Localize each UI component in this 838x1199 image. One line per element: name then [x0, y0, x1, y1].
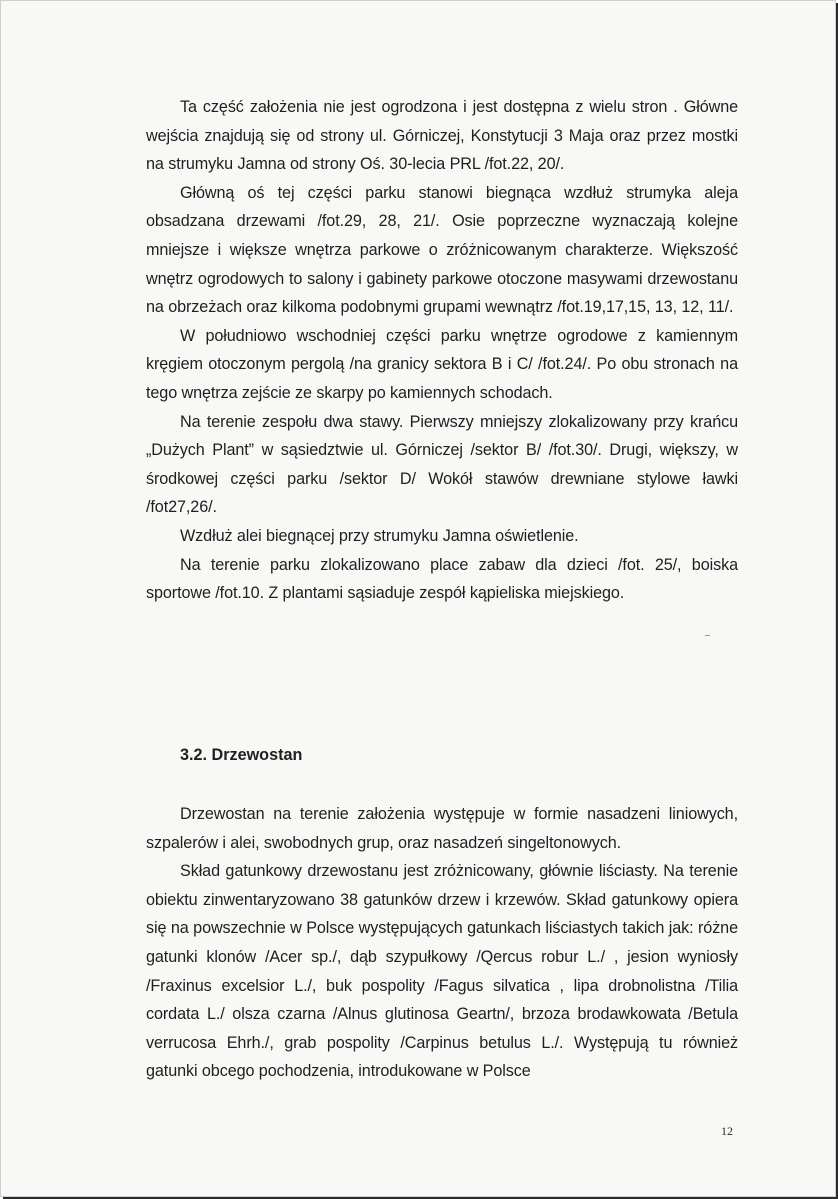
scan-speck	[705, 635, 710, 636]
section-heading: 3.2. Drzewostan	[180, 746, 303, 764]
body-text-top	[146, 93, 738, 608]
page-number: 12	[721, 1124, 733, 1138]
paragraph-entrances: Ta część założenia nie jest ogrodzona i jest dostępna z wielu stron . Główne wejścia znajdują się od strony ul. Górniczej, Konstytucji 3 Maja oraz przez mostki na strumyku Jamna od strony Oś. 30-lecia PRL /fot.22, 20/.	[146, 98, 738, 174]
body-text-bottom	[146, 800, 738, 1086]
paragraph-main-axis: Główną oś tej części parku stanowi biegnąca wzdłuż strumyka aleja obsadzana drzewami /fot.29, 28, 21/. Osie poprzeczne wyznaczają kolejne mniejsze i większe wnętrza parkowe o zróżnicowanym charakterze. Większość wnętrz ogrodowych to salony i gabinety parkowe otoczone masywami drzewostanu na obrzeżach oraz kilkoma podobnymi grupami wewnątrz /fot.19,17,15, 13, 12, 11/.	[146, 183, 738, 317]
paragraph-lighting: Wzdłuż alei biegnącej przy strumyku Jamna oświetlenie.	[180, 526, 579, 545]
paragraph-tree-forms: Drzewostan na terenie założenia występuje w formie nasadzeni liniowych, szpalerów i alei, swobodnych grup, oraz nasadzeń singeltonowych.	[146, 805, 738, 852]
paragraph-southeast-interior: W południowo wschodniej części parku wnętrze ogrodowe z kamiennym kręgiem otoczonym pergolą /na granicy sektora B i C/ /fot.24/. Po obu stronach na tego wnętrza zejście ze skarpy po kamiennych schodach.	[146, 326, 738, 402]
paragraph-species-composition: Skład gatunkowy drzewostanu jest zróżnicowany, głównie liściasty. Na terenie obiektu zinwentaryzowano 38 gatunków drzew i krzewów. Skład gatunkowy opiera się na powszechnie w Polsce występujących gatunkach liściastych takich jak: różne gatunki klonów /Acer sp./, dąb szypułkowy /Qercus robur L./ , jesion wyniosły /Fraxinus excelsior L./, buk pospolity /Fagus silvatica , lipa drobnolistna /Tilia cordata L./ olsza czarna /Alnus glutinosa Geartn/, brzoza brodawkowata /Betula verrucosa Ehrh./, grab pospolity /Carpinus betulus L./. Występują tu również gatunki obcego pochodzenia, introdukowane w Polsce	[146, 862, 738, 1081]
paragraph-ponds: Na terenie zespołu dwa stawy. Pierwszy mniejszy zlokalizowany przy krańcu „Dużych Plant” w sąsiedztwie ul. Górniczej /sektor B/ /fot.30/. Drugi, większy, w środkowej części parku /sektor D/ Wokół stawów drewniane stylowe ławki /fot27,26/.	[146, 412, 738, 517]
paragraph-playgrounds: Na terenie parku zlokalizowano place zabaw dla dzieci /fot. 25/, boiska sportowe /fot.10. Z plantami sąsiaduje zespół kąpieliska miejskiego.	[146, 555, 738, 603]
